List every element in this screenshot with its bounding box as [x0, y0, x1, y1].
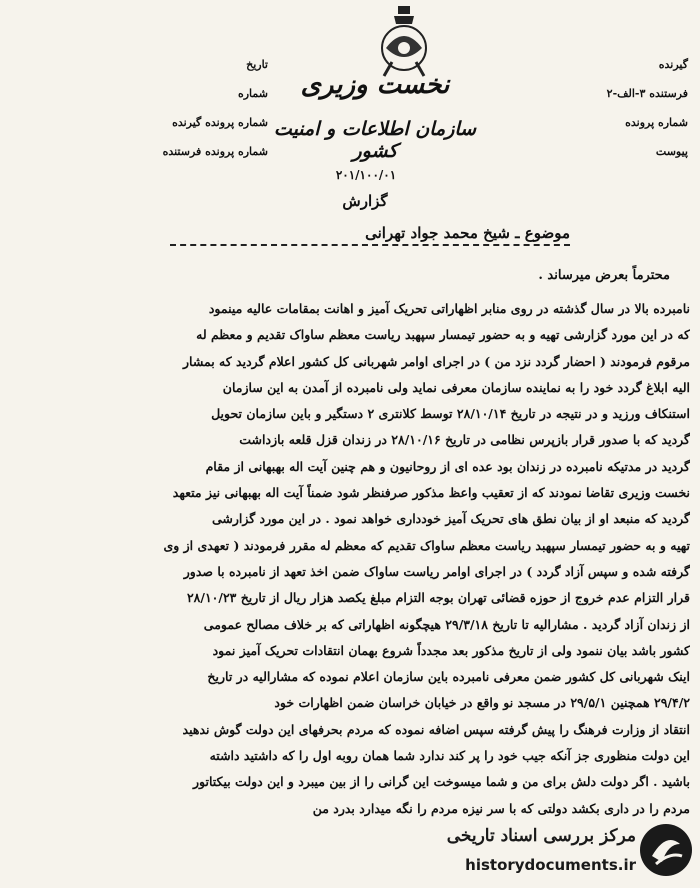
body-line: گردید که با صدور قرار بازپرس نظامی در تاریخ ۲۸/۱۰/۱۶ در زندان قزل قلعه بازداشت	[239, 432, 690, 448]
header-left-fields	[158, 58, 268, 174]
body-line: نامبرده بالا در سال گذشته در روی منابر اظهاراتی تحریک آمیز و اهانت بمقامات عالیه مینمود	[208, 301, 690, 316]
body-line: انتقاد از وزارت فرهنگ را پیش گرفته سپس اضافه نموده که مردم بحرفهای این دولت گوش ندهید	[182, 721, 690, 737]
number-field	[584, 116, 688, 145]
body-line: قرار التزام عدم خروج از حوزه قضائی تهران بوجه التزام مبلغ یکصد هزار ریال از تاریخ ۲۸/۱۰/۲۳	[186, 590, 690, 606]
archive-logo-icon	[638, 822, 694, 878]
watermark-text-fa: مرکز بررسی اسناد تاریخی	[446, 826, 636, 846]
body-line: الیه ابلاغ گردد خود را به نماینده سازمان معرفی نماید ولی نامبرده از آمدن به این سازمان	[222, 379, 690, 395]
date-label: تاریخ	[246, 58, 268, 71]
body-line: گرفته شده و سپس آزاد گردد ) در اجرای اوامر ریاست ساواک ضمن اخذ تعهد از نامبرده با صدور	[183, 563, 690, 579]
sender-value: ۳-الف-۲	[606, 87, 646, 100]
watermark-text-en: historydocuments.ir	[465, 856, 636, 874]
number-label: شماره	[237, 87, 268, 100]
body-line: کشور باشد بیان ننمود ولی از تاریخ مذکور بعد مجدداً شروع بهمان انتقادات تحریک آمیز نمود	[212, 642, 690, 658]
reference-code: ۲۰۱/۱۰۰/۰۱	[335, 168, 397, 182]
imperial-emblem-icon	[372, 4, 436, 80]
body-line: باشید . اگر دولت دلش برای من و شما میسوخت این گرانی را از بین میبرد و این دولت بیکتاتور	[193, 774, 690, 790]
header-right-fields	[584, 58, 688, 174]
office-title: نخست وزیری	[300, 70, 450, 100]
body-line: مرقوم فرمودند ( احضار گردد نزد من ) در اجرای اوامر شهربانی کل کشور اعلام گردید که بمشار	[182, 353, 690, 369]
attachment-label: پیوست	[655, 145, 688, 158]
body-line: گردید که منبعد او از بیان نطق های تحریک آمیز خودداری خواهد نمود . در این مورد گزارشی	[211, 511, 690, 527]
number-right-label: شماره	[657, 116, 688, 129]
document-type: گزارش	[342, 192, 388, 210]
subject-value: شیخ محمد جواد تهرانی	[365, 224, 510, 242]
salutation: محترماً بعرض میرساند .	[538, 268, 670, 283]
body-line: ۲۹/۴/۲ همچنین ۲۹/۵/۱ در مسجد نو واقع در خیابان خراسان ضمن اظهارات خود	[274, 695, 690, 711]
sender-label: فرستنده	[649, 87, 688, 100]
number-right-value: پرونده	[625, 116, 655, 129]
body-line: این دولت منظوری جز آنکه جیب خود را پر کند ندارد شما همان روبه اول را که داشتید داشته	[209, 748, 690, 764]
archive-watermark	[420, 820, 696, 884]
body-line: مردم را در داری بکشد دولتی که با سر نیزه مردم را نگه میدارد بدرد من	[312, 800, 690, 816]
organization-title: سازمان اطلاعات و امنیت کشور	[273, 118, 477, 162]
body-line: که در این مورد گزارشی تهیه و به حضور تیمسار سپهبد ریاست معظم ساواک تقدیم و معظم له	[196, 327, 690, 343]
recipient-label: گیرنده	[658, 58, 688, 71]
body-line: نخست وزیری تقاضا نمودند که از تعقیب واعظ مذکور صرفنظر شود ضمناً آیت اله بهبهانی نیز متعهد	[172, 485, 690, 501]
body-line: اینک شهربانی کل کشور ضمن معرفی نامبرده باین سازمان اعلام نموده که مشارالیه در تاریخ	[207, 669, 690, 685]
subject-line: موضوع ـ شیخ محمد جواد تهرانی	[170, 224, 570, 246]
report-body	[14, 296, 690, 866]
recipient-file-number-label: شماره پرونده گیرنده	[172, 116, 268, 129]
body-line: از زندان آزاد گردید . مشارالیه تا تاریخ ۲۹/۳/۱۸ هیچگونه اظهاراتی که بر خلاف مصالح عمومی	[203, 616, 690, 632]
sender-file-number-label: شماره پرونده فرستنده	[162, 145, 268, 158]
body-line: تهیه و به حضور تیمسار سپهبد ریاست معظم ساواک تقدیم که معظم له مقرر فرمودند ( تعهدی از وی	[163, 537, 690, 553]
body-line: گردید در مدتیکه نامبرده در زندان بود عده ای از روحانیون و هم چنین آیت اله بهبهانی از مقام	[205, 458, 690, 474]
sender-field	[584, 87, 688, 116]
subject-label: موضوع	[524, 224, 570, 242]
body-line: استنکاف ورزید و در نتیجه در تاریخ ۲۸/۱۰/۱۴ توسط کلانتری ۲ دستگیر و باین سازمان تحویل	[211, 406, 690, 422]
